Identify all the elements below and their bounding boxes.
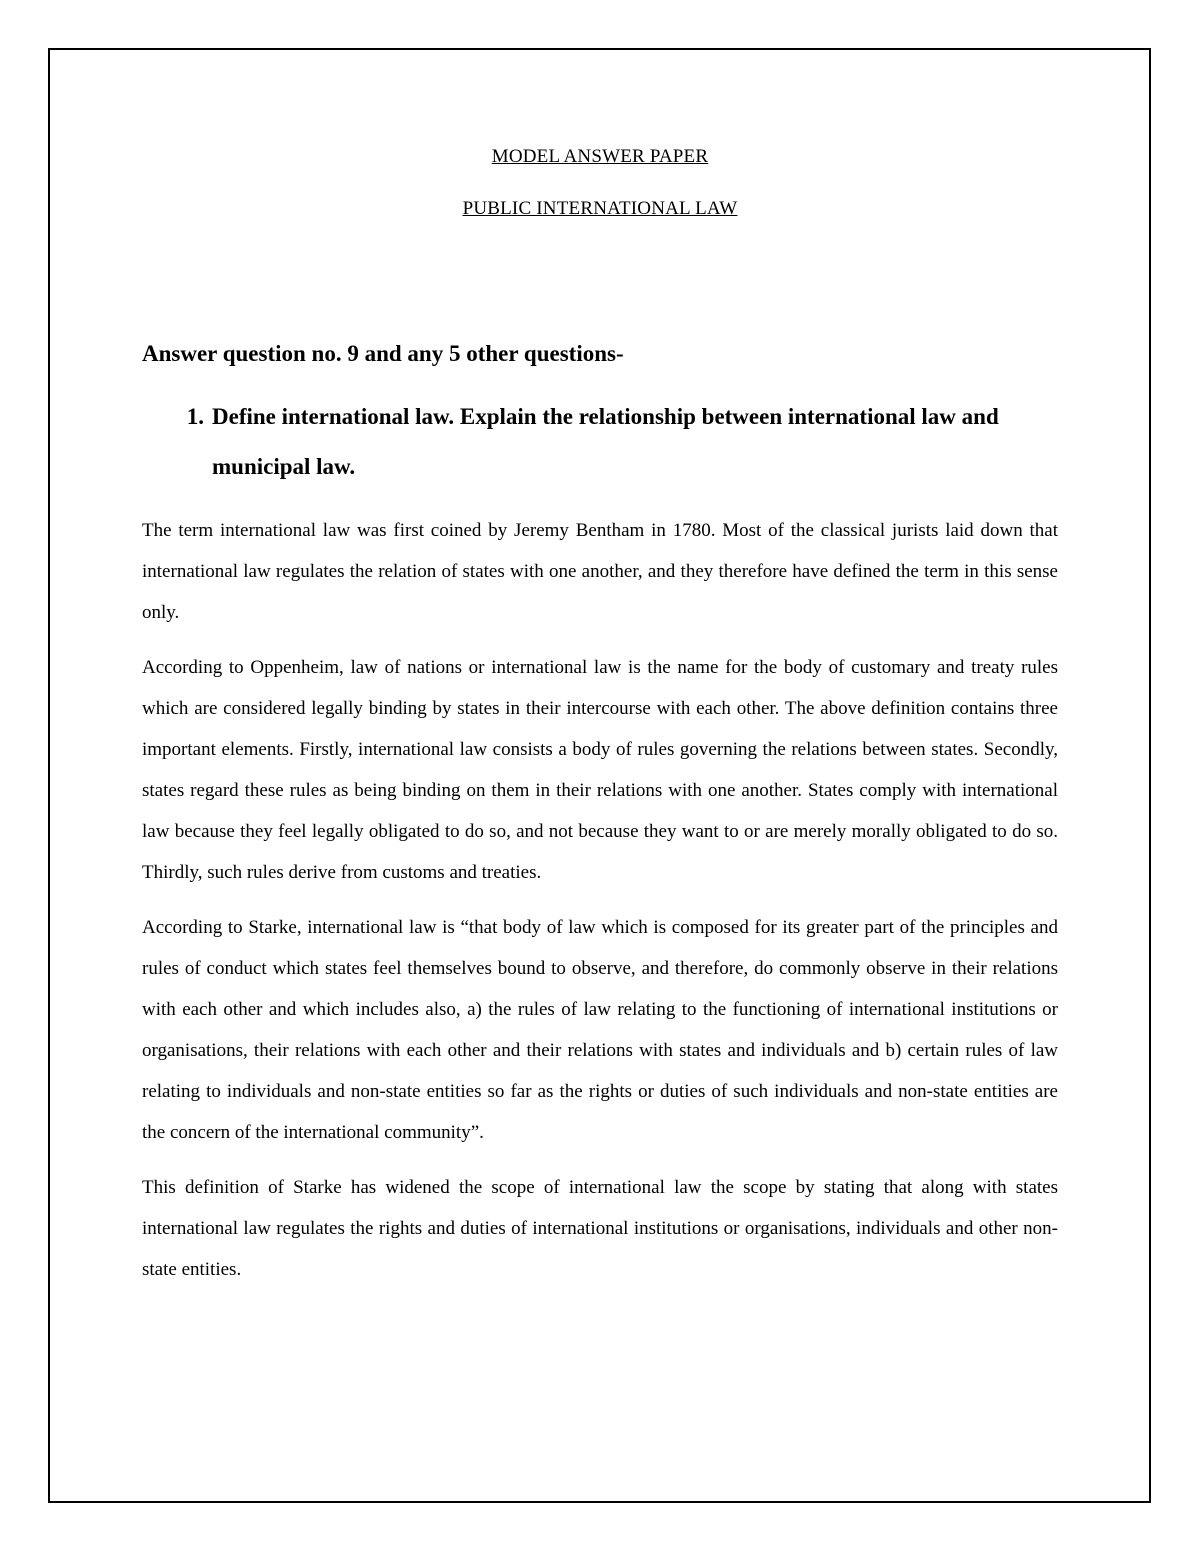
answer-paragraph-3: According to Starke, international law is “that body of law which is composed for its greater part of the principles and rules of conduct which states feel themselves bound to observe, and therefore, do commonly observe in their relations with each other and which includes also, a) the rules of law relating to the functioning of international institutions or organisations, their relations with each other and their relations with states and individuals and b) certain rules of law relating to individuals and non-state entities so far as the rights or duties of such individuals and non-state entities are the concern of the international community”. [142,917,1058,1143]
answer-paragraph-4: This definition of Starke has widened the scope of international law the scope by stating that along with states international law regulates the rights and duties of international institutions or organisations, individuals and other non-state entities. [142,1177,1058,1280]
answer-paragraph-2: According to Oppenheim, law of nations or international law is the name for the body of customary and treaty rules which are considered legally binding by states in their intercourse with each other. The above definition contains three important elements. Firstly, international law consists a body of rules governing the relations between states. Secondly, states regard these rules as being binding on them in their relations with one another. States comply with international law because they feel legally obligated to do so, and not because they want to or are merely morally obligated to do so. Thirdly, such rules derive from customs and treaties. [142,657,1058,883]
question-1 [142,392,1058,492]
document-title: MODEL ANSWER PAPER [491,146,709,167]
answer-paragraph-1: The term international law was first coined by Jeremy Bentham in 1780. Most of the classical jurists laid down that international law regulates the relation of states with one another, and they therefore have defined the term in this sense only. [142,520,1058,623]
document-subtitle: PUBLIC INTERNATIONAL LAW [462,198,738,219]
question-number: 1. [186,404,204,429]
document-content [142,140,1058,1290]
question-text: Define international law. Explain the relationship between international law and municipal law. [212,404,999,479]
exam-instruction: Answer question no. 9 and any 5 other questions- [142,341,624,366]
